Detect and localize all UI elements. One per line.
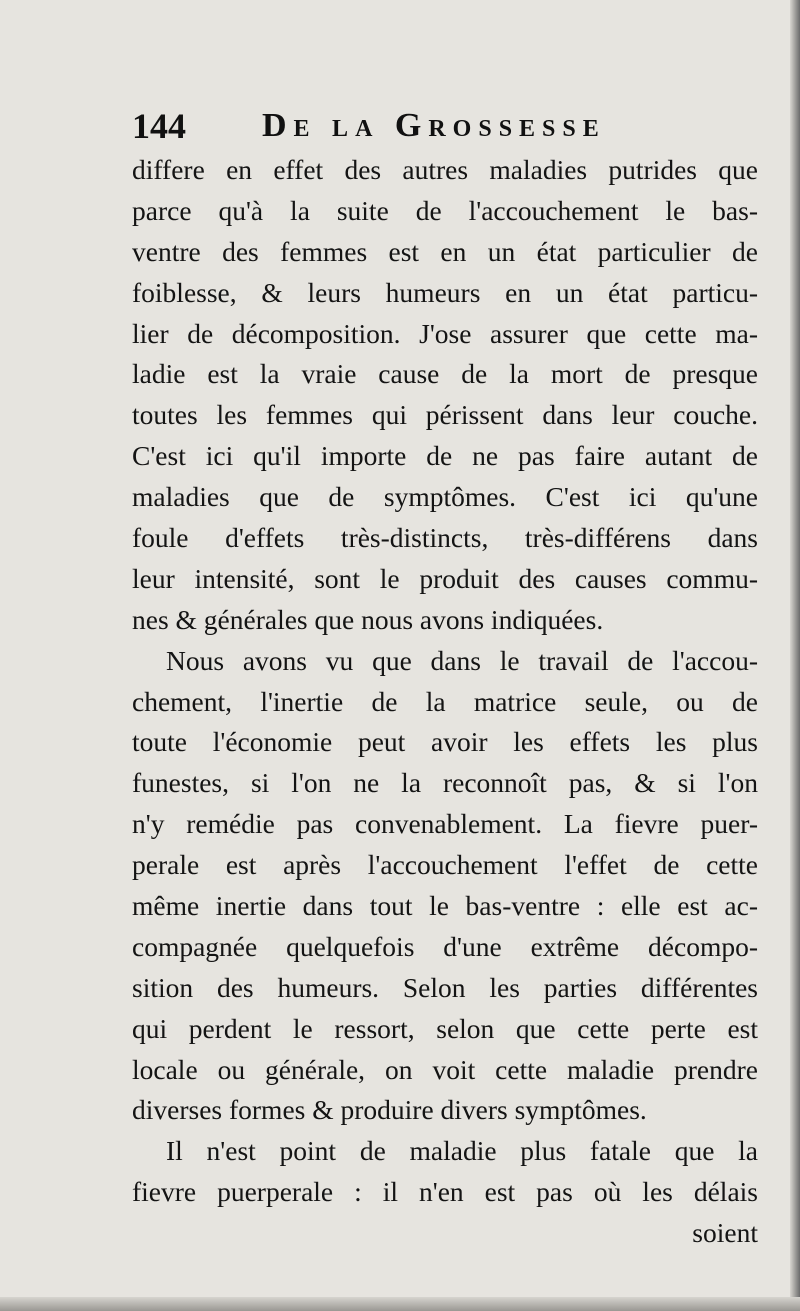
body-text <box>132 150 758 1254</box>
running-head: De la Grossesse <box>262 107 606 144</box>
page-bottom-edge <box>0 1297 800 1311</box>
text-line: foule d'effets très-distincts, très-différens dans <box>132 522 758 554</box>
text-line: lier de décomposition. J'ose assurer que cette ma- <box>132 317 758 349</box>
text-line: sition des humeurs. Selon les parties différentes <box>132 971 758 1003</box>
text-line: chement, l'inertie de la matrice seule, ou de <box>132 685 758 717</box>
text-line: foiblesse, & leurs humeurs en un état particu- <box>132 276 758 308</box>
text-line: locale ou générale, on voit cette maladie prendre <box>132 1053 758 1085</box>
text-line: differe en effet des autres maladies putrides que <box>132 154 758 185</box>
page-edge-shadow <box>790 0 800 1311</box>
text-line: ventre des femmes est en un état particulier de <box>132 235 758 267</box>
text-line: fievre puerperale : il n'en est pas où les délais <box>132 1176 758 1208</box>
paragraph-start-line: Il n'est point de maladie plus fatale que la <box>166 1135 758 1167</box>
text-line: parce qu'à la suite de l'accouchement le bas- <box>132 194 758 226</box>
catchword: soient <box>692 1217 758 1249</box>
text-line: ladie est la vraie cause de la mort de presque <box>132 358 758 390</box>
text-line: maladies que de symptômes. C'est ici qu'une <box>132 481 758 513</box>
text-line: perale est après l'accouchement l'effet de cette <box>132 849 758 881</box>
text-line: diverses formes & produire divers symptômes. <box>132 1094 647 1126</box>
text-line: toutes les femmes qui périssent dans leur couche. <box>132 399 758 431</box>
page-header <box>132 104 742 148</box>
text-line: C'est ici qu'il importe de ne pas faire autant de <box>132 440 758 472</box>
text-line: même inertie dans tout le bas-ventre : elle est ac- <box>132 890 758 922</box>
text-line: nes & générales que nous avons indiquées. <box>132 603 604 635</box>
page-number: 144 <box>132 106 186 146</box>
text-line: compagnée quelquefois d'une extrême décompo- <box>132 930 758 962</box>
text-line: funestes, si l'on ne la reconnoît pas, & si l'on <box>132 767 758 799</box>
text-line: leur intensité, sont le produit des causes commu- <box>132 562 758 594</box>
paragraph-start-line: Nous avons vu que dans le travail de l'accou- <box>166 644 758 676</box>
text-line: toute l'économie peut avoir les effets les plus <box>132 726 758 758</box>
text-line: n'y remédie pas convenablement. La fievre puer- <box>132 808 758 840</box>
text-line: qui perdent le ressort, selon que cette perte est <box>132 1012 758 1044</box>
